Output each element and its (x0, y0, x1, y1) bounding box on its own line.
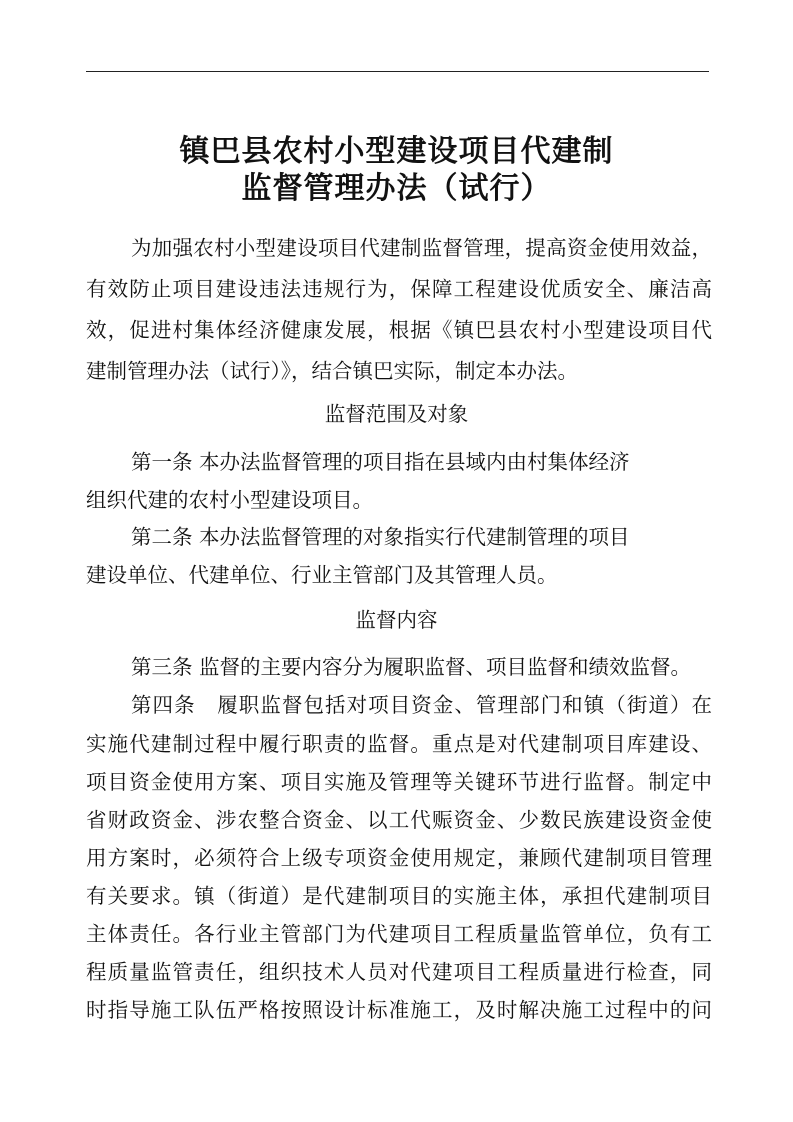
article-4-line-4: 省财政资金、涉农整合资金、以工代赈资金、少数民族建设资金使 (86, 808, 712, 832)
article-4-line-3: 项目资金使用方案、项目实施及管理等关键环节进行监督。制定中 (86, 770, 712, 794)
document-title-line-1: 镇巴县农村小型建设项目代建制 (179, 134, 614, 169)
article-4-line-7: 主体责任。各行业主管部门为代建项目工程质量监管单位，负有工 (86, 922, 712, 946)
header-rule (86, 71, 709, 72)
section-heading-scope: 监督范围及对象 (324, 402, 469, 426)
article-3-line-1: 第三条 监督的主要内容分为履职监督、项目监督和绩效监督。 (131, 655, 692, 679)
document-title-line-2: 监督管理办法（试行） (241, 171, 552, 206)
article-1-line-1: 第一条 本办法监督管理的项目指在县域内由村集体经济 (131, 450, 630, 474)
article-2-line-2: 建设单位、代建单位、行业主管部门及其管理人员。 (86, 563, 558, 587)
section-heading-content: 监督内容 (355, 608, 438, 632)
article-2-line-1: 第二条 本办法监督管理的对象指实行代建制管理的项目 (131, 525, 630, 549)
article-4-line-1: 第四条 履职监督包括对项目资金、管理部门和镇（街道）在 (131, 693, 712, 717)
article-1-line-2: 组织代建的农村小型建设项目。 (86, 488, 373, 512)
intro-line-3: 效，促进村集体经济健康发展，根据《镇巴县农村小型建设项目代 (86, 318, 712, 342)
article-4-line-8: 程质量监管责任，组织技术人员对代建项目工程质量进行检查，同 (86, 960, 712, 984)
article-4-line-2: 实施代建制过程中履行职责的监督。重点是对代建制项目库建设、 (86, 732, 712, 756)
intro-line-2: 有效防止项目建设违法违规行为，保障工程建设优质安全、廉洁高 (86, 277, 712, 301)
article-4-line-9: 时指导施工队伍严格按照设计标准施工，及时解决施工过程中的问 (86, 998, 712, 1022)
article-4-line-5: 用方案时，必须符合上级专项资金使用规定，兼顾代建制项目管理 (86, 846, 712, 870)
intro-line-1: 为加强农村小型建设项目代建制监督管理，提高资金使用效益， (131, 236, 712, 260)
article-4-line-6: 有关要求。镇（街道）是代建制项目的实施主体，承担代建制项目 (86, 884, 712, 908)
intro-line-4: 建制管理办法（试行）》，结合镇巴实际，制定本办法。 (86, 359, 578, 383)
